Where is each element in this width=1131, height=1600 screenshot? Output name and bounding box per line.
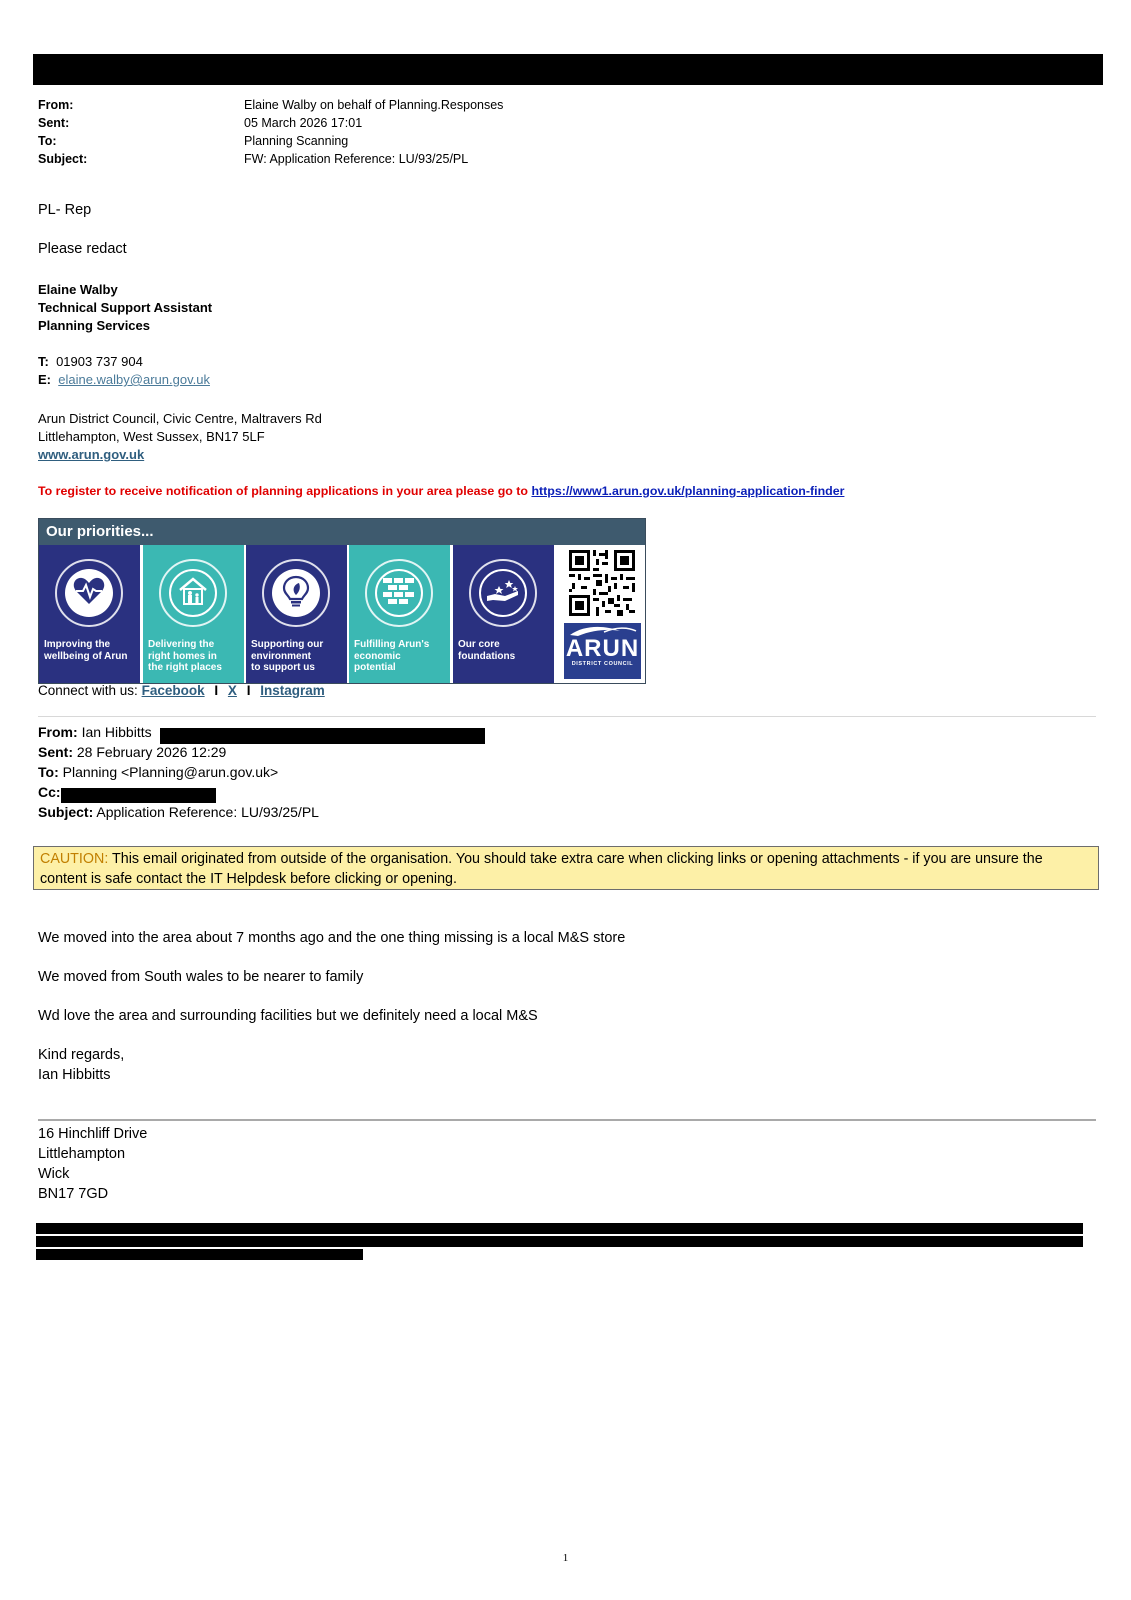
tile-caption: Fulfilling Arun's economic potential <box>354 639 430 673</box>
forwarded-cc-label: Cc: <box>38 784 61 800</box>
closing-line: Kind regards, <box>38 1047 125 1063</box>
heart-pulse-icon <box>72 576 106 611</box>
priority-tile-economy <box>349 545 450 683</box>
header-from-value: Elaine Walby on behalf of Planning.Responses <box>244 98 504 112</box>
closing-name: Ian Hibbitts <box>38 1067 111 1083</box>
arun-council-logo <box>564 623 641 679</box>
connect-label: Connect with us: <box>38 683 138 698</box>
forwarded-subject-label: Subject: <box>38 804 94 820</box>
priorities-banner <box>38 518 646 684</box>
planning-notification-notice <box>38 484 844 498</box>
facebook-link[interactable]: Facebook <box>141 683 205 698</box>
link-separator: I <box>214 683 219 698</box>
signature-email <box>38 372 210 387</box>
sender-address-line-1: 16 Hinchliff Drive <box>38 1126 148 1142</box>
priority-tile-environment <box>246 545 347 683</box>
signature-department: Planning Services <box>38 318 150 333</box>
qr-code-icon[interactable] <box>569 550 635 621</box>
header-from-label: From: <box>38 98 74 112</box>
phone-label: T: <box>38 354 49 369</box>
message-paragraph-2: We moved from South wales to be nearer to family <box>38 969 364 985</box>
forwarded-from-label: From: <box>38 724 78 740</box>
address-line-2: Littlehampton, West Sussex, BN17 5LF <box>38 429 265 444</box>
header-subject-value: FW: Application Reference: LU/93/25/PL <box>244 152 469 166</box>
message-paragraph-3: Wd love the area and surrounding facilities but we definitely need a local M&S <box>38 1008 538 1024</box>
link-separator: I <box>246 683 251 698</box>
redaction-bottom-3 <box>36 1249 363 1260</box>
signature-name: Elaine Walby <box>38 282 118 297</box>
address-line-1: Arun District Council, Civic Centre, Maltravers Rd <box>38 411 322 426</box>
email-link[interactable]: elaine.walby@arun.gov.uk <box>58 372 210 387</box>
notice-text: To register to receive notification of planning applications in your area please go to <box>38 484 528 498</box>
qr-logo-tile <box>560 545 645 683</box>
external-email-caution <box>33 846 1099 890</box>
wave-bird-icon <box>564 623 641 639</box>
sender-address-line-2: Littlehampton <box>38 1146 126 1162</box>
sender-address-line-3: Wick <box>38 1166 70 1182</box>
signature-title: Technical Support Assistant <box>38 300 213 315</box>
forwarded-from <box>38 724 152 740</box>
house-family-icon <box>176 574 210 613</box>
redaction-sender-email <box>160 728 485 744</box>
forwarded-cc <box>38 784 61 800</box>
page-number: 1 <box>562 1552 569 1564</box>
lightbulb-leaf-icon <box>281 574 311 613</box>
header-to-value: Planning Scanning <box>244 134 349 148</box>
forwarded-sent-label: Sent: <box>38 744 73 760</box>
body-line-please-redact: Please redact <box>38 241 127 257</box>
body-line-pl-rep: PL- Rep <box>38 202 92 218</box>
email-label: E: <box>38 372 51 387</box>
redaction-bottom-1 <box>36 1223 1083 1234</box>
tile-caption: Delivering the right homes in the right places <box>148 639 222 673</box>
forwarded-from-value: Ian Hibbitts <box>81 724 152 740</box>
logo-subtext: DISTRICT COUNCIL <box>571 661 634 667</box>
phone-number: 01903 737 904 <box>56 354 143 369</box>
divider <box>38 1119 1096 1121</box>
logo-word: ARUN <box>565 635 640 662</box>
forwarded-sent <box>38 744 226 760</box>
tile-caption: Supporting our environment to support us <box>251 639 324 673</box>
priority-tile-foundations <box>453 545 554 683</box>
brick-wall-icon <box>382 577 416 610</box>
header-sent-value: 05 March 2026 17:01 <box>244 116 363 130</box>
forwarded-to <box>38 764 278 780</box>
forwarded-subject <box>38 804 319 820</box>
hand-stars-icon <box>485 576 521 611</box>
signature-phone <box>38 354 143 369</box>
sender-address-line-4: BN17 7GD <box>38 1186 109 1202</box>
forwarded-subject-value: Application Reference: LU/93/25/PL <box>96 804 319 820</box>
header-to-label: To: <box>38 134 57 148</box>
forwarded-sent-value: 28 February 2026 12:29 <box>76 744 227 760</box>
x-link[interactable]: X <box>227 683 237 698</box>
redaction-bar-top <box>33 54 1103 85</box>
message-paragraph-1: We moved into the area about 7 months ago and the one thing missing is a local M&S store <box>38 930 626 946</box>
header-sent-label: Sent: <box>38 116 70 130</box>
divider <box>38 716 1096 717</box>
instagram-link[interactable]: Instagram <box>260 683 325 698</box>
caution-tag: CAUTION: <box>40 851 109 867</box>
header-subject-label: Subject: <box>38 152 88 166</box>
priority-tile-wellbeing <box>39 545 140 683</box>
redaction-cc <box>61 788 216 803</box>
caution-text: This email originated from outside of the organisation. You should take extra care when clicking links or opening attachments - if you are unsure the content is safe contact the IT Helpdesk before clicking or opening. <box>40 851 1043 887</box>
redaction-bottom-2 <box>36 1236 1083 1247</box>
banner-title: Our priorities... <box>39 519 645 545</box>
priority-tile-homes <box>143 545 244 683</box>
tile-caption: Improving the wellbeing of Arun <box>44 639 128 662</box>
forwarded-to-label: To: <box>38 764 59 780</box>
connect-with-us <box>38 683 325 698</box>
planning-finder-link[interactable]: https://www1.arun.gov.uk/planning-application-finder <box>531 484 845 498</box>
forwarded-to-value: Planning <Planning@arun.gov.uk> <box>62 764 279 780</box>
website-link[interactable]: www.arun.gov.uk <box>38 447 145 462</box>
tile-caption: Our core foundations <box>458 639 516 662</box>
